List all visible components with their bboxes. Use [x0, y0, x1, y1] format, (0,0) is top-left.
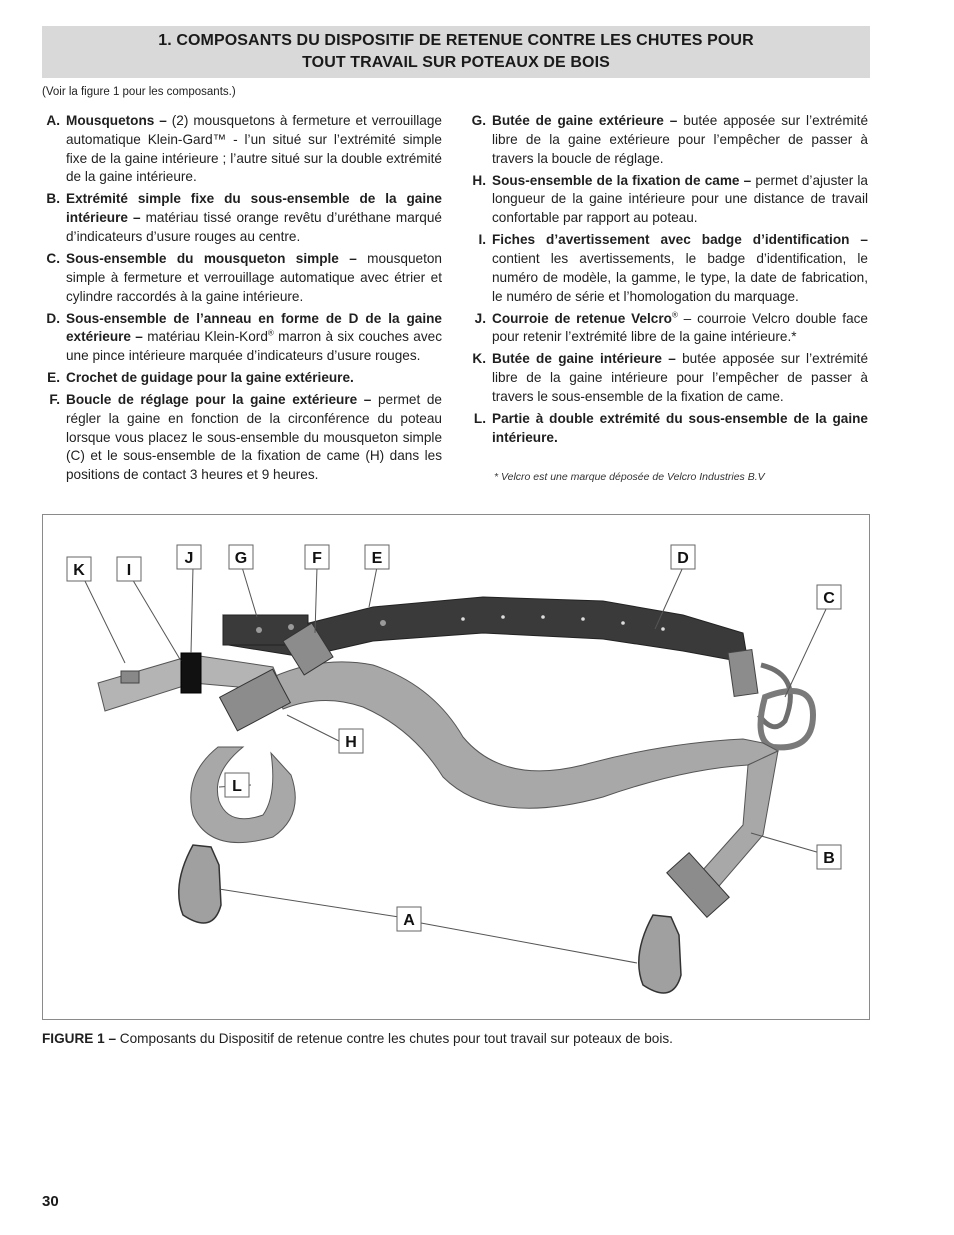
item-title: Courroie de retenue Velcro [492, 310, 672, 326]
svg-text:L: L [232, 778, 242, 795]
item-letter: K. [472, 351, 486, 367]
list-item [468, 310, 868, 348]
leader-j [191, 567, 193, 653]
item-title: Butée de gaine intérieure – [492, 351, 676, 367]
item-text: matériau tissé orange revêtu d’uréthane marqué d’indicateurs d’usure rouges au centre. [66, 210, 442, 244]
intro-note: (Voir la figure 1 pour les composants.) [42, 86, 236, 98]
strap-hole [541, 615, 545, 619]
label-i [117, 557, 141, 581]
item-letter: B. [46, 191, 60, 207]
lanyard-illustration [43, 515, 871, 1021]
item-letter: L. [473, 410, 486, 426]
item-text: butée apposée sur l’extrémité libre de la gaine intérieure pour l’empêcher de passer à travers le sous-ensemble de la fixation de came. [492, 351, 868, 404]
item-text: – courroie Velcro double face pour retenir l’extrémité libre de la gaine intérieure.* [492, 310, 868, 345]
inner-stopper-k [121, 671, 139, 683]
svg-text:C: C [823, 590, 835, 607]
section-header [42, 26, 870, 78]
rivet [256, 627, 262, 633]
component-list-left [42, 112, 442, 488]
svg-text:B: B [823, 850, 835, 867]
strap-hole [501, 615, 505, 619]
caption-text: Composants du Dispositif de retenue contre les chutes pour tout travail sur poteaux de bois. [116, 1031, 673, 1046]
list-item [468, 410, 868, 448]
velcro-footnote: * Velcro est une marque déposée de Velcro Industries B.V [494, 471, 765, 483]
figure-caption [42, 1031, 673, 1046]
leader-k [83, 577, 125, 663]
list-item [468, 112, 868, 168]
svg-text:E: E [371, 550, 383, 567]
item-title: Mousquetons – [66, 113, 167, 128]
list-item [42, 369, 442, 388]
leader-h [287, 715, 339, 741]
item-title: Crochet de guidage pour la gaine extérieure. [66, 370, 354, 386]
item-text-pre: matériau Klein-Kord [142, 329, 268, 345]
item-title: Partie à double extrémité du sous-ensemble de la gaine intérieure. [492, 410, 868, 445]
leader-i [131, 577, 181, 661]
svg-text:J: J [184, 550, 194, 567]
item-title: Sous-ensemble de la fixation de came – [492, 172, 752, 188]
label-b [817, 845, 841, 869]
item-title: Boucle de réglage pour la gaine extérieure – [66, 392, 372, 408]
item-title: Butée de gaine extérieure – [492, 113, 678, 128]
svg-text:G: G [234, 550, 248, 567]
item-letter: D. [46, 310, 60, 326]
label-l [225, 773, 249, 797]
item-letter: A. [46, 113, 60, 128]
item-letter: I. [478, 232, 486, 248]
item-text: butée apposée sur l’extrémité libre de la gaine extérieure pour l’empêcher de passer à travers la boucle de réglage. [492, 113, 868, 166]
item-letter: E. [47, 370, 60, 386]
label-g [229, 545, 253, 569]
list-item [42, 391, 442, 485]
label-a [397, 907, 421, 931]
section-title-line1: 1. COMPOSANTS DU DISPOSITIF DE RETENUE CONTRE LES CHUTES POUR [158, 32, 754, 49]
label-d [671, 545, 695, 569]
figure-1-box [42, 514, 870, 1020]
component-list-right [468, 112, 868, 451]
leader-b [751, 833, 827, 855]
svg-text:I: I [126, 562, 132, 579]
leader-a1 [219, 889, 399, 917]
leader-c [785, 607, 827, 697]
item-letter: C. [46, 250, 60, 266]
list-item [42, 310, 442, 366]
item-text: mousqueton simple à fermeture et verrouillage automatique avec étrier et cylindre raccordés à la gaine intérieure. [66, 250, 442, 304]
list-item [468, 231, 868, 306]
d-ring-plate [728, 650, 758, 697]
item-title: Fiches d’avertissement avec badge d’identification – [492, 232, 868, 248]
item-title: Extrémité simple fixe du sous-ensemble de la gaine intérieure – [66, 191, 442, 226]
rivet [288, 624, 294, 630]
item-text: contient les avertissements, le badge d’identification, le numéro de modèle, la gamme, le type, la date de fabrication, le numéro de série et l’homologation du marquage. [492, 250, 868, 304]
item-text: permet de régler la gaine en fonction de la circonférence du poteau lorsque vous placez le sous-ensemble du mousqueton simple (C) et le sous-ensemble de la fixation de came (H) dans les positions de contact 3 heures et 9 heures. [66, 392, 442, 483]
svg-text:D: D [677, 550, 689, 567]
registered-mark: ® [671, 310, 678, 319]
label-e [365, 545, 389, 569]
item-letter: H. [472, 172, 486, 188]
label-j [177, 545, 201, 569]
leader-g [242, 567, 257, 617]
item-letter: G. [471, 113, 486, 128]
item-text: permet d’ajuster la longueur de la gaine intérieure pour une distance de travail confortable par rapport au poteau. [492, 172, 868, 226]
strap-hole [661, 627, 665, 631]
item-text: marron à six couches avec une pince intérieure marquée d’indicateurs d’usure rouges. [66, 329, 442, 364]
svg-text:F: F [312, 550, 322, 567]
svg-text:H: H [345, 734, 357, 751]
leader-a2 [421, 923, 637, 963]
caption-title: FIGURE 1 – [42, 1031, 117, 1046]
list-item [42, 112, 442, 187]
svg-text:A: A [403, 912, 415, 929]
svg-text:K: K [73, 562, 85, 579]
list-item [468, 172, 868, 228]
registered-mark: ® [267, 328, 274, 338]
item-letter: J. [474, 310, 486, 326]
list-item [42, 190, 442, 246]
label-h [339, 729, 363, 753]
label-c [817, 585, 841, 609]
strap-hole [581, 617, 585, 621]
rivet [380, 620, 386, 626]
item-title: Sous-ensemble du mousqueton simple – [66, 250, 357, 266]
item-title: Sous-ensemble de l’anneau en forme de D de la gaine extérieure – [66, 310, 442, 345]
section-title-line2: TOUT TRAVAIL SUR POTEAUX DE BOIS [302, 54, 610, 71]
velcro-strap-j [181, 653, 201, 693]
item-text: (2) mousquetons à fermeture et verrouillage automatique Klein-Gard™ - l’un situé sur l’extrémité simple fixe de la gaine intérieure ; l’autre situé sur la double extrémité de la gaine intérieure. [66, 113, 442, 185]
strap-hole [461, 617, 465, 621]
label-k [67, 557, 91, 581]
item-letter: F. [49, 392, 60, 408]
snap-hook-right [639, 915, 681, 993]
snap-hook-left [179, 845, 221, 923]
leader-e [369, 567, 377, 607]
list-item [468, 350, 868, 406]
strap-hole [621, 621, 625, 625]
page-number: 30 [42, 1193, 59, 1210]
label-f [305, 545, 329, 569]
list-item [42, 250, 442, 306]
